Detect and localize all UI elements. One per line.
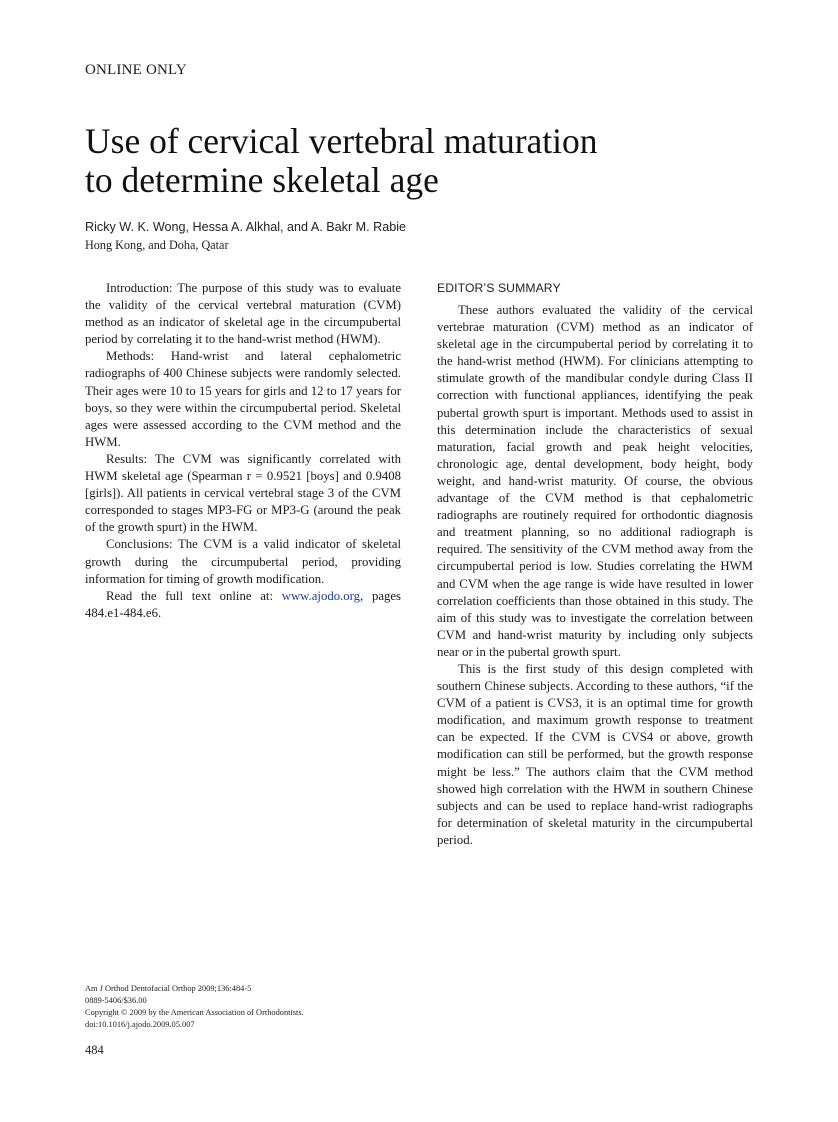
copyright-notice: Copyright © 2009 by the American Association of Orthodontists. — [85, 1008, 304, 1018]
abstract — [85, 280, 401, 622]
abstract-methods: Methods: Hand-wrist and lateral cephalometric radiographs of 400 Chinese subjects were randomly selected. Their ages were 10 to 15 years for girls and 12 to 17 years for boys, so they were within the circumpubertal period. Skeletal ages were assessed according to the CVM method and the HWM. — [85, 349, 401, 449]
author-location: Hong Kong, and Doha, Qatar — [85, 238, 229, 252]
abstract-results: Results: The CVM was significantly correlated with HWM skeletal age (Spearman r = 0.9521 [boys] and 0.9408 [girls]). All patients in cervical vertebral stage 3 of the CVM corresponded to stages MP3-FG or MP3-G (around the peak of the growth spurt) in the HWM. — [85, 451, 401, 535]
abstract-conclusions: Conclusions: The CVM is a valid indicator of skeletal growth during the circumpubertal period, providing information for timing of growth modification. — [85, 537, 401, 586]
read-prefix: Read the full text online at: — [106, 588, 273, 603]
editors-summary-heading: EDITOR’S SUMMARY — [437, 281, 561, 295]
publication-footer — [85, 983, 304, 1031]
journal-citation: Am J Orthod Dentofacial Orthop 2009;136:484-5 — [85, 984, 252, 993]
summary-paragraph-1: These authors evaluated the validity of the cervical vertebrae maturation (CVM) method as an indicator of skeletal age in the circumpubertal period by correlating it to the hand-wrist method (HWM). For clinicians attempting to stimulate growth of the mandibular condyle during Class II correction with functional appliances, identifying the peak pubertal growth spurt is important. Methods used to assist in this determination include the characteristics of sexual maturation, facial growth and peak height velocities, chronologic age, dental development, body height, body weight, and hand-wrist maturity. Of course, the obvious advantage of the CVM method is that cephalometric radiographs are routinely required for orthodontic diagnosis and treatment planning, so no additional radiograph is required. The sensitivity of the CVM method away from the circumpubertal period is low. Studies correlating the HWM and CVM when the age range is wide have resulted in lower correlation coefficients than those obtained in this study. The aim of this study was to investigate the correlation between CVM and hand-wrist maturity by including only subjects near or in the pubertal growth spurt. — [437, 303, 753, 659]
title-line-2: to determine skeletal age — [85, 160, 439, 200]
summary-paragraph-2: This is the first study of this design completed with southern Chinese subjects. According to these authors, “if the CVM of a patient is CVS3, it is an optimal time for growth modification, and maximum growth response to treatment can be expected. If the CVM is CVS4 or above, growth modification can still be performed, but the growth response might be less.” The authors claim that the CVM method showed high correlation with the HWM in southern Chinese subjects and can be used to replace hand-wrist radiographs for determination of skeletal maturity in the circumpubertal period. — [437, 661, 753, 847]
author-list: Ricky W. K. Wong, Hessa A. Alkhal, and A. Bakr M. Rabie — [85, 220, 407, 234]
abstract-introduction: Introduction: The purpose of this study was to evaluate the validity of the cervical vertebral maturation (CVM) method as an indicator of skeletal age in the circumpubertal period by correlating it to the hand-wrist method (HWM). — [85, 281, 401, 347]
doi: doi:10.1016/j.ajodo.2009.05.007 — [85, 1020, 195, 1030]
issn: 0889-5406/$36.00 — [85, 996, 147, 1006]
title-line-1: Use of cervical vertebral maturation — [85, 121, 598, 161]
page-number: 484 — [85, 1043, 104, 1057]
journal-link[interactable]: www.ajodo.org — [281, 588, 361, 603]
read-suffix: , pages 484.e1-484.e6. — [85, 588, 402, 620]
abstract-read-more — [85, 588, 401, 622]
section-label: ONLINE ONLY — [85, 62, 187, 78]
article-title — [85, 122, 705, 200]
editors-summary — [437, 302, 753, 849]
